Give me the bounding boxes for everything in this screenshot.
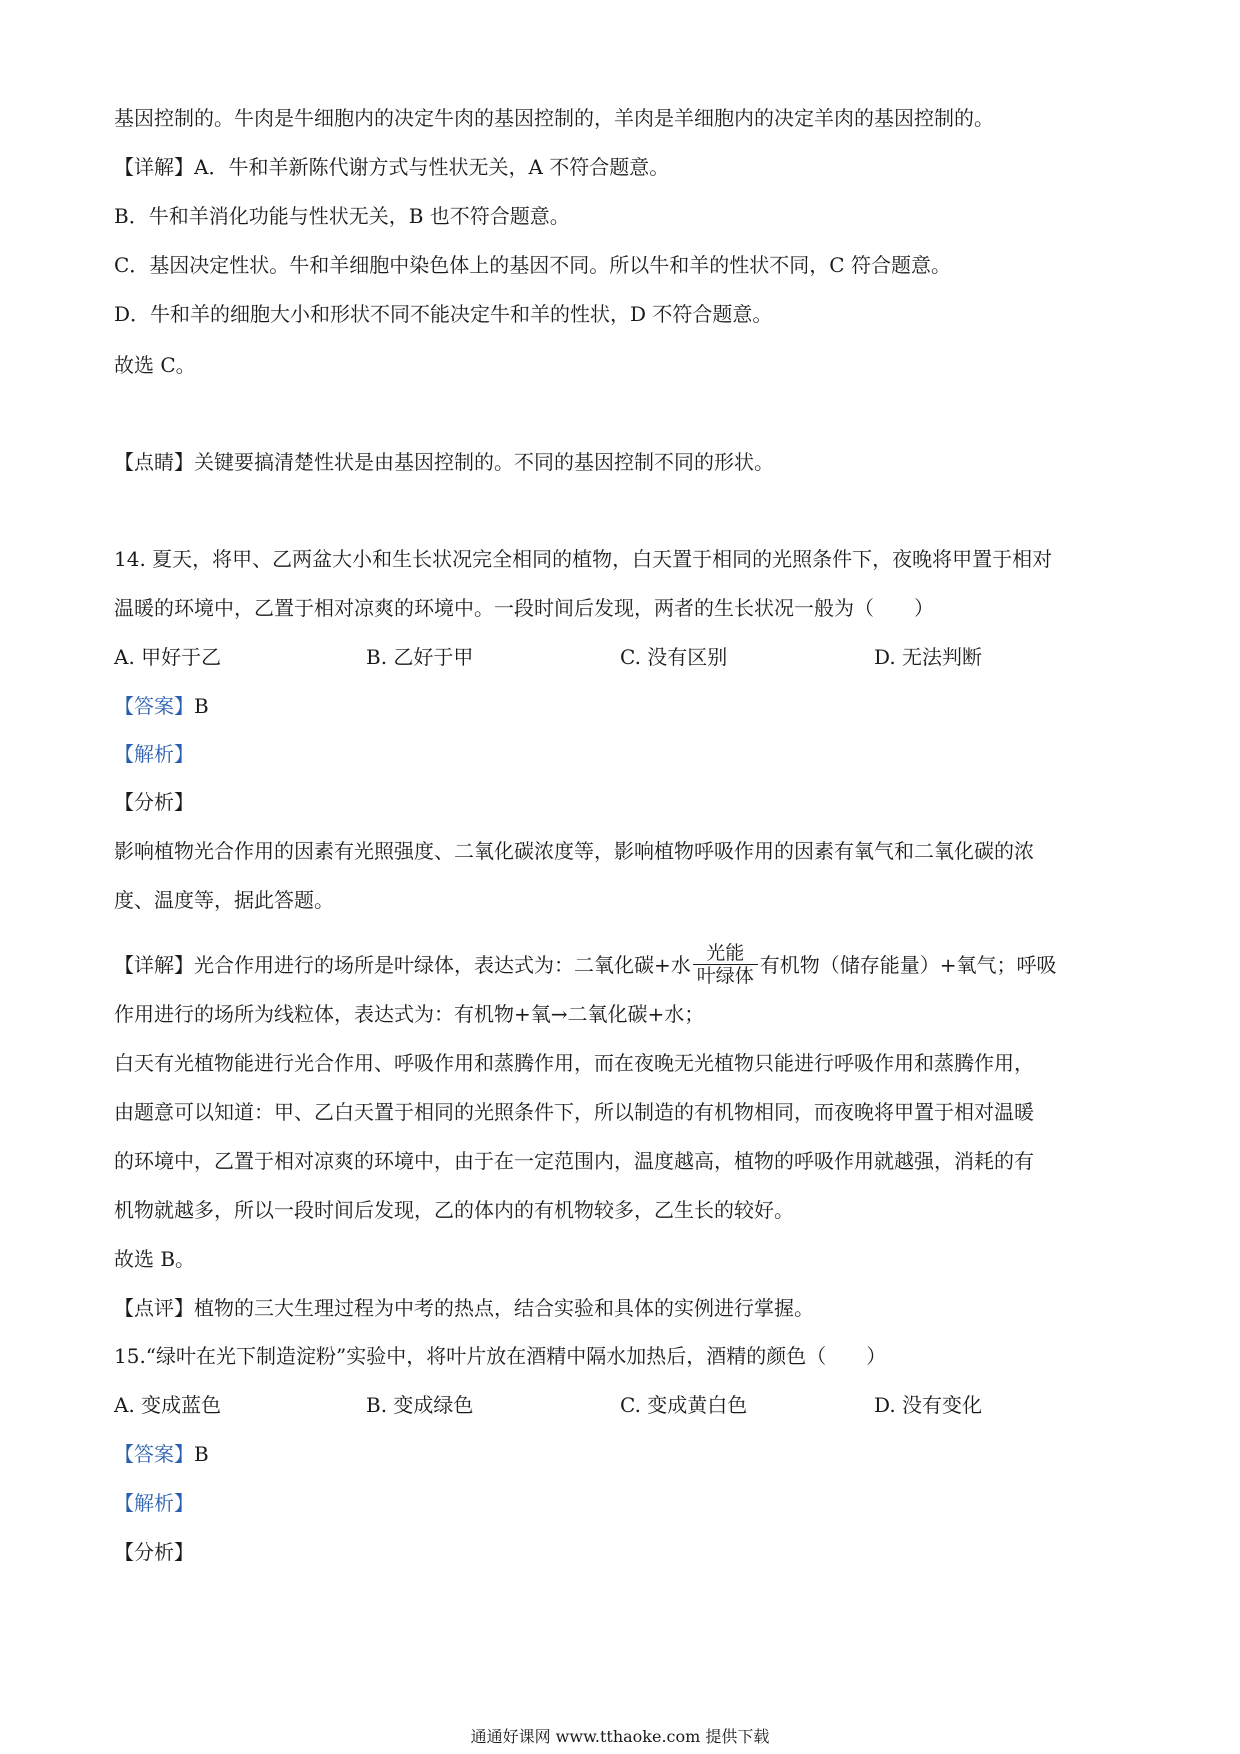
option-d: D. 无法判断 (874, 645, 983, 669)
option-b: B. 变成绿色 (366, 1393, 474, 1417)
fenxi-tag: 【分析】 (114, 790, 194, 814)
answer-line (114, 692, 209, 720)
answer-value: B (194, 694, 209, 718)
text-line: B．牛和羊消化功能与性状无关，B 也不符合题意。 (114, 204, 570, 228)
question-14-stem: 温暖的环境中，乙置于相对凉爽的环境中。一段时间后发现，两者的生长状况一般为（ ） (114, 596, 934, 620)
option-c: C. 没有区别 (620, 645, 728, 669)
option-d: D. 没有变化 (874, 1393, 983, 1417)
analysis-text: 影响植物光合作用的因素有光照强度、二氧化碳浓度等，影响植物呼吸作用的因素有氧气和二氧化碳的浓 (114, 839, 1034, 863)
detail-line: 的环境中，乙置于相对凉爽的环境中，由于在一定范围内，温度越高，植物的呼吸作用就越强，消耗的有 (114, 1149, 1034, 1173)
reaction-condition (693, 942, 758, 987)
fenxi-tag: 【分析】 (114, 1540, 194, 1564)
text-line: C．基因决定性状。牛和羊细胞中染色体上的基因不同。所以牛和羊的性状不同，C 符合题意。 (114, 253, 951, 277)
detail-line-equation (114, 944, 1057, 989)
equation-suffix: 有机物（储存能量）+氧气；呼吸 (759, 953, 1057, 977)
detail-line: 机物就越多，所以一段时间后发现，乙的体内的有机物较多，乙生长的较好。 (114, 1198, 794, 1222)
text-line: D．牛和羊的细胞大小和形状不同不能决定牛和羊的性状，D 不符合题意。 (114, 302, 773, 326)
option-c: C. 变成黄白色 (620, 1393, 748, 1417)
question-15-stem: 15.“绿叶在光下制造淀粉”实验中，将叶片放在酒精中隔水加热后，酒精的颜色（ ） (114, 1344, 887, 1368)
analysis-tag: 【解析】 (114, 742, 194, 766)
comment-line: 【点睛】关键要搞清楚性状是由基因控制的。不同的基因控制不同的形状。 (114, 450, 774, 474)
answer-tag: 【答案】 (114, 1442, 194, 1466)
equation-prefix: 【详解】光合作用进行的场所是叶绿体，表达式为：二氧化碳+水 (114, 953, 691, 977)
conclusion-line: 故选 C。 (114, 353, 196, 377)
condition-bottom: 叶绿体 (696, 965, 754, 987)
detail-line: 白天有光植物能进行光合作用、呼吸作用和蒸腾作用，而在夜晚无光植物只能进行呼吸作用和蒸腾作用， (114, 1051, 1034, 1075)
answer-tag: 【答案】 (114, 694, 194, 718)
conclusion-line: 故选 B。 (114, 1247, 196, 1271)
question-14-stem: 14. 夏天，将甲、乙两盆大小和生长状况完全相同的植物，白天置于相同的光照条件下，夜晚将甲置于相对 (114, 547, 1053, 571)
answer-line (114, 1440, 209, 1468)
analysis-text: 度、温度等，据此答题。 (114, 888, 334, 912)
page-footer: 通通好课网 www.tthaoke.com 提供下载 (470, 1727, 770, 1746)
text-line: 基因控制的。牛肉是牛细胞内的决定牛肉的基因控制的，羊肉是羊细胞内的决定羊肉的基因控制的。 (114, 106, 994, 130)
detail-line: 【详解】A．牛和羊新陈代谢方式与性状无关，A 不符合题意。 (114, 155, 670, 179)
option-b: B. 乙好于甲 (366, 645, 474, 669)
option-a: A. 变成蓝色 (114, 1393, 222, 1417)
option-a: A. 甲好于乙 (114, 645, 222, 669)
detail-line: 作用进行的场所为线粒体，表达式为：有机物+氧→二氧化碳+水； (114, 1002, 705, 1026)
detail-line: 由题意可以知道：甲、乙白天置于相同的光照条件下，所以制造的有机物相同，而夜晚将甲置于相对温暖 (114, 1100, 1034, 1124)
answer-value: B (194, 1442, 209, 1466)
analysis-tag: 【解析】 (114, 1491, 194, 1515)
condition-top: 光能 (693, 942, 758, 965)
comment-line: 【点评】植物的三大生理过程为中考的热点，结合实验和具体的实例进行掌握。 (114, 1296, 814, 1320)
